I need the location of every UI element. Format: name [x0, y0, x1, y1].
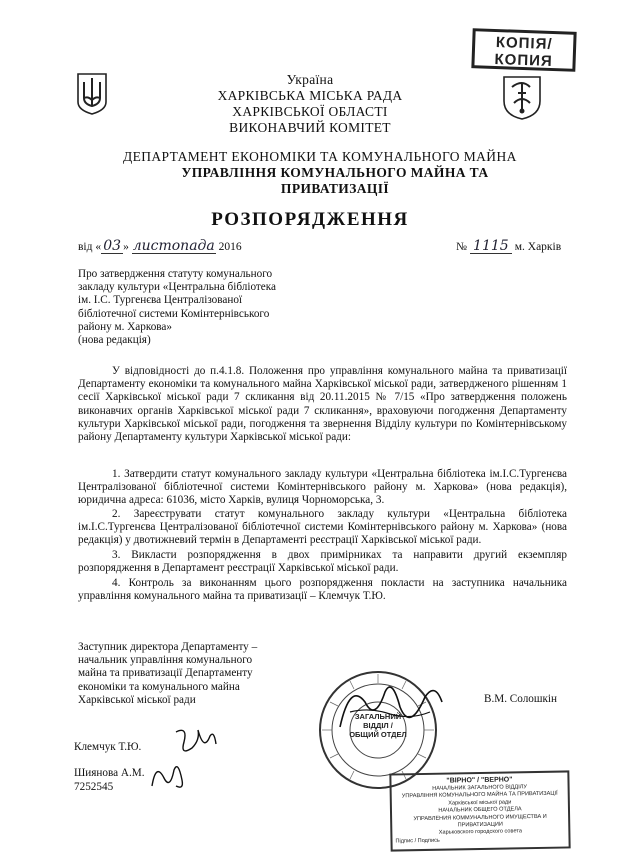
executor-shiyanova: Шиянова А.М.: [74, 767, 145, 779]
country-name: Україна: [286, 72, 334, 87]
signatory-position: [78, 641, 308, 707]
order-item-2: 2. Зареєструвати статут комунального закладу культури «Центральна бібліотека ім.І.С.Тургенєва Централізованої бібліотечної системи Комінтернівського району м. Харкова» (нова редакція) у двотижневий термін в Департаменті реєстрації Харківської міської ради.: [78, 508, 567, 547]
copy-stamp-line2: КОПИЯ: [494, 50, 553, 71]
order-item-4: 4. Контроль за виконанням цього розпорядження покласти на заступника начальника управління комунального майна та приватизації – Клемчук Т.Ю.: [78, 577, 567, 603]
directorate-name-line2: ПРИВАТИЗАЦІЇ: [280, 181, 390, 196]
seal-center-line: ВІДДІЛ /: [363, 721, 393, 730]
signature-soloshkin-icon: [330, 672, 450, 742]
seal-center-line: ОБЩИЙ ОТДЕЛ: [349, 730, 407, 739]
subject-line: Про затвердження статуту комунального: [78, 268, 273, 280]
verno-stamp-line: Харьковского городского совета: [438, 828, 523, 837]
copy-stamp: [471, 28, 576, 72]
position-line: майна та приватизації Департаменту: [78, 667, 253, 680]
verno-stamp-line: УПРАВЛЕНИЯ КОММУНАЛЬНОГО ИМУЩЕСТВА И ПРИВАТИЗАЦИИ: [413, 813, 547, 829]
verno-stamp-line: Харківської міської ради: [448, 799, 512, 807]
position-line: Харківської міської ради: [78, 693, 196, 706]
document-date: [78, 240, 268, 254]
position-line: Заступник директора Департаменту –: [78, 641, 258, 653]
verno-stamp-line: "ВІРНО" / "ВЕРНО": [446, 776, 513, 785]
document-city: м. Харків: [514, 241, 562, 253]
document-number-line: [456, 240, 586, 254]
order-item-3: 3. Викласти розпорядження в двох примірниках та направити другий екземпляр розпорядження в Департамент реєстрації Харківської міської ради.: [78, 549, 567, 575]
verno-stamp-line: Підпис / Подпись: [395, 837, 440, 845]
position-line: начальник управління комунального: [78, 654, 253, 667]
executive-committee-name: ВИКОНАВЧИЙ КОМІТЕТ: [229, 120, 391, 135]
date-prefix: від «: [78, 241, 102, 253]
date-month: листопада: [132, 238, 215, 254]
seal-center-line: ЗАГАЛЬНИЙ: [354, 712, 402, 721]
directorate-name-line1: УПРАВЛІННЯ КОМУНАЛЬНОГО МАЙНА ТА: [181, 165, 489, 180]
subject-block: [78, 268, 308, 347]
trident-emblem-icon: [76, 72, 108, 116]
document-number: 1115: [470, 240, 512, 254]
order-item-1: 1. Затвердити статут комунального закладу культури «Центральна бібліотека ім.І.С.Тургенєва Централізованої бібліотечної системи Комінтернівського району м. Харкова» (нова редакція), юридична адреса: 61036, місто Харків, вулиця Чорноморська, 3.: [78, 468, 567, 507]
document-type-title: РОЗПОРЯДЖЕННЯ: [211, 209, 409, 230]
verno-stamp: [389, 770, 570, 851]
preamble-paragraph: У відповідності до п.4.1.8. Положення про управління комунального майна та приватизації Департаменту економіки та комунального майна Харківської міської ради, затвердженого рішенням 1 сесії Харківської міської ради 7 скликання від 20.11.2015 № 7/15 «Про затвердження положень виконавчих органів Харківської міської ради 7 скликання», враховуючи погодження Департаменту культури Харківської міської ради, погодження та звернення Відділу культури по Комінтернівському району Департаменту культури Харківської міської ради:: [78, 365, 567, 444]
subject-line: бібліотечної системи Комінтернівського: [78, 307, 270, 320]
date-mid: »: [123, 241, 129, 253]
subject-line: закладу культури «Центральна бібліотека: [78, 281, 276, 294]
region-name: ХАРКІВСЬКОЇ ОБЛАСТІ: [232, 104, 388, 119]
signature-shiyanova-icon: [146, 756, 188, 796]
department-name: ДЕПАРТАМЕНТ ЕКОНОМІКИ ТА КОМУНАЛЬНОГО МАЙНА: [123, 149, 517, 164]
number-label: №: [456, 241, 467, 253]
subject-line: (нова редакція): [78, 334, 151, 347]
kharkiv-coat-of-arms-icon: [500, 73, 544, 121]
subject-line: району м. Харкова»: [78, 320, 172, 333]
verno-stamp-line: УПРАВЛІННЯ КОМУНАЛЬНОГО МАЙНА ТА ПРИВАТИЗАЦІЇ: [401, 791, 558, 800]
subject-line: ім. І.С. Тургенєва Централізованої: [78, 294, 243, 307]
signer-name: В.М. Солошкін: [484, 693, 558, 705]
city-council-name: ХАРКІВСЬКА МІСЬКА РАДА: [217, 88, 403, 103]
executor-phone: 7252545: [74, 781, 114, 793]
copy-stamp-line1: КОПІЯ/: [495, 34, 553, 53]
executor-klemchuk: Клемчук Т.Ю.: [74, 741, 142, 753]
date-year: 2016: [218, 241, 242, 253]
date-day: 03: [101, 240, 123, 254]
verno-stamp-line: НАЧАЛЬНИК ЗАГАЛЬНОГО ВІДДІЛУ: [432, 784, 528, 792]
verno-stamp-line: НАЧАЛЬНИК ОБЩЕГО ОТДЕЛА: [438, 806, 522, 814]
position-line: економіки та комунального майна: [78, 680, 240, 693]
